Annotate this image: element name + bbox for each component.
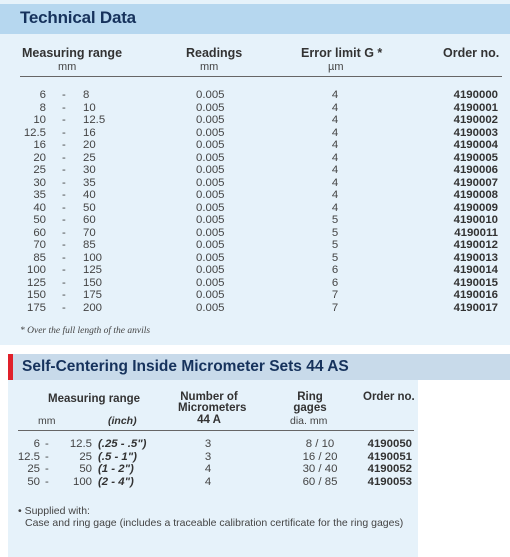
sets-header-divider xyxy=(18,430,414,431)
range-dash: - xyxy=(62,189,66,201)
table-row xyxy=(0,239,510,252)
micrometer-count: 3 xyxy=(204,438,212,450)
range-dash: - xyxy=(45,438,49,450)
range-dash: - xyxy=(62,151,66,164)
error-limit-value: 4 xyxy=(331,189,339,201)
range-low: 150 xyxy=(26,289,46,301)
range-high: 25 xyxy=(79,450,92,463)
sets-col-unit-inch: (inch) xyxy=(108,415,137,427)
technical-data-title: Technical Data xyxy=(20,8,136,27)
error-limit-value: 7 xyxy=(331,289,339,301)
table-row xyxy=(0,476,510,489)
reading-value: 0.005 xyxy=(196,176,225,189)
reading-value: 0.005 xyxy=(196,89,225,101)
sets-col-header-number-line1: Number of xyxy=(180,391,238,403)
range-low: 175 xyxy=(26,301,46,314)
sets-header-accent xyxy=(8,354,13,380)
order-number: 4190008 xyxy=(453,189,498,201)
error-limit-value: 6 xyxy=(331,276,339,289)
order-number: 4190001 xyxy=(453,101,498,114)
error-limit-value: 5 xyxy=(331,214,339,226)
table-row xyxy=(0,189,510,202)
range-high: 150 xyxy=(83,276,103,289)
order-number: 4190014 xyxy=(453,264,498,276)
order-number: 4190015 xyxy=(453,276,498,289)
range-dash: - xyxy=(62,126,66,139)
order-number: 4190017 xyxy=(453,301,498,314)
sets-col-header-ring-line1: Ring xyxy=(297,391,323,403)
order-number: 4190050 xyxy=(367,438,412,450)
range-low: 85 xyxy=(33,251,46,264)
table-row xyxy=(0,252,510,265)
micrometer-count: 4 xyxy=(204,475,212,488)
sets-note-line2: Case and ring gage (includes a traceable calibration certificate for the ring gages) xyxy=(25,517,404,529)
range-dash: - xyxy=(62,114,66,126)
col-unit-error: µm xyxy=(328,61,344,73)
range-low: 20 xyxy=(33,151,46,164)
reading-value: 0.005 xyxy=(196,214,225,226)
range-inch: (.25 - .5") xyxy=(98,438,147,450)
order-number: 4190051 xyxy=(367,450,412,463)
table-row xyxy=(0,114,510,127)
table-row xyxy=(0,289,510,302)
table-row xyxy=(0,227,510,240)
error-limit-value: 4 xyxy=(331,89,339,101)
order-number: 4190005 xyxy=(453,151,498,164)
range-inch: (.5 - 1") xyxy=(98,450,137,463)
order-number: 4190000 xyxy=(453,89,498,101)
range-high: 125 xyxy=(83,264,103,276)
ring-gage-diameters: 30 / 40 xyxy=(302,463,338,475)
range-dash: - xyxy=(62,89,66,101)
range-low: 25 xyxy=(33,164,46,176)
table-row xyxy=(0,102,510,115)
order-number: 4190013 xyxy=(453,251,498,264)
reading-value: 0.005 xyxy=(196,301,225,314)
range-high: 16 xyxy=(83,126,96,139)
order-number: 4190010 xyxy=(453,214,498,226)
range-high: 20 xyxy=(83,139,96,151)
sets-col-unit-mm: mm xyxy=(38,415,56,427)
micrometer-count: 4 xyxy=(204,463,212,475)
range-low: 40 xyxy=(33,201,46,214)
range-low: 50 xyxy=(33,214,46,226)
range-high: 25 xyxy=(83,151,96,164)
col-unit-readings: mm xyxy=(200,61,219,73)
error-limit-value: 4 xyxy=(331,164,339,176)
sets-note-line1: • Supplied with: xyxy=(18,505,90,517)
range-dash: - xyxy=(62,301,66,314)
range-low: 16 xyxy=(33,139,46,151)
range-low: 12.5 xyxy=(23,126,46,139)
range-high: 35 xyxy=(83,176,96,189)
range-high: 175 xyxy=(83,289,103,301)
col-unit-range: mm xyxy=(58,61,77,73)
order-number: 4190016 xyxy=(453,289,498,301)
table-row xyxy=(0,89,510,102)
col-header-error-limit: Error limit G * xyxy=(301,46,383,60)
table-row xyxy=(0,302,510,315)
error-limit-value: 6 xyxy=(331,264,339,276)
range-dash: - xyxy=(62,176,66,189)
range-dash: - xyxy=(62,264,66,276)
range-high: 12.5 xyxy=(83,114,106,126)
reading-value: 0.005 xyxy=(196,164,225,176)
order-number: 4190004 xyxy=(453,139,498,151)
range-dash: - xyxy=(62,251,66,264)
ring-gage-diameters: 8 / 10 xyxy=(305,438,335,450)
reading-value: 0.005 xyxy=(196,289,225,301)
range-dash: - xyxy=(45,475,49,488)
range-inch: (1 - 2") xyxy=(98,463,134,475)
range-dash: - xyxy=(62,139,66,151)
sets-title: Self-Centering Inside Micrometer Sets 44 AS xyxy=(22,358,349,375)
table-row xyxy=(0,451,510,464)
range-high: 40 xyxy=(83,189,96,201)
reading-value: 0.005 xyxy=(196,151,225,164)
error-limit-value: 4 xyxy=(331,101,339,114)
error-limit-value: 4 xyxy=(331,176,339,189)
range-dash: - xyxy=(45,463,49,475)
table-row xyxy=(0,463,510,476)
range-high: 70 xyxy=(83,226,96,239)
reading-value: 0.005 xyxy=(196,114,225,126)
range-dash: - xyxy=(62,276,66,289)
range-high: 200 xyxy=(83,301,103,314)
table-row xyxy=(0,264,510,277)
table-row xyxy=(0,127,510,140)
order-number: 4190011 xyxy=(454,226,498,239)
range-high: 12.5 xyxy=(69,438,92,450)
reading-value: 0.005 xyxy=(196,239,225,251)
error-limit-value: 7 xyxy=(331,301,339,314)
order-number: 4190009 xyxy=(453,201,498,214)
ring-gage-diameters: 16 / 20 xyxy=(302,450,338,463)
error-limit-value: 4 xyxy=(331,151,339,164)
range-low: 125 xyxy=(26,276,46,289)
range-low: 6 xyxy=(33,438,40,450)
sets-col-header-number-line2: Micrometers xyxy=(178,402,247,414)
range-low: 70 xyxy=(33,239,46,251)
order-number: 4190012 xyxy=(453,239,498,251)
range-dash: - xyxy=(62,239,66,251)
col-header-readings: Readings xyxy=(186,46,243,60)
reading-value: 0.005 xyxy=(196,276,225,289)
sets-notes xyxy=(18,505,403,529)
range-low: 35 xyxy=(33,189,46,201)
range-low: 8 xyxy=(39,101,46,114)
reading-value: 0.005 xyxy=(196,126,225,139)
reading-value: 0.005 xyxy=(196,251,225,264)
range-dash: - xyxy=(62,201,66,214)
range-high: 100 xyxy=(72,475,92,488)
table-row xyxy=(0,164,510,177)
error-limit-value: 4 xyxy=(331,126,339,139)
order-number: 4190006 xyxy=(453,164,498,176)
range-low: 6 xyxy=(39,89,46,101)
range-low: 12.5 xyxy=(17,450,40,463)
reading-value: 0.005 xyxy=(196,264,225,276)
sets-col-unit-ring: dia. mm xyxy=(290,415,328,427)
range-high: 100 xyxy=(83,251,103,264)
range-low: 50 xyxy=(27,475,40,488)
table-row xyxy=(0,277,510,290)
range-dash: - xyxy=(62,214,66,226)
sets-col-header-number-line3: 44 A xyxy=(197,414,221,426)
error-limit-value: 5 xyxy=(331,239,339,251)
order-number: 4190007 xyxy=(453,176,498,189)
range-low: 10 xyxy=(33,114,46,126)
table-row xyxy=(0,152,510,165)
sets-col-header-order-no: Order no. xyxy=(363,391,415,403)
range-low: 60 xyxy=(33,226,46,239)
table-row xyxy=(0,214,510,227)
order-number: 4190003 xyxy=(453,126,498,139)
range-high: 30 xyxy=(83,164,96,176)
error-limit-value: 4 xyxy=(331,114,339,126)
range-dash: - xyxy=(62,226,66,239)
range-inch: (2 - 4") xyxy=(98,475,134,488)
error-limit-value: 4 xyxy=(331,139,339,151)
range-high: 60 xyxy=(83,214,96,226)
range-low: 100 xyxy=(26,264,46,276)
col-header-order-no: Order no. xyxy=(443,46,500,60)
range-high: 50 xyxy=(79,463,92,475)
sets-col-header-ring-line2: gages xyxy=(293,402,327,414)
range-high: 10 xyxy=(83,101,96,114)
reading-value: 0.005 xyxy=(196,226,225,239)
sets-col-header-measuring-range: Measuring range xyxy=(48,393,141,405)
error-limit-value: 5 xyxy=(331,251,339,264)
table-row xyxy=(0,202,510,215)
reading-value: 0.005 xyxy=(196,139,225,151)
ring-gage-diameters: 60 / 85 xyxy=(302,475,338,488)
range-high: 85 xyxy=(83,239,96,251)
range-dash: - xyxy=(62,164,66,176)
order-number: 4190053 xyxy=(367,475,412,488)
order-number: 4190052 xyxy=(367,463,412,475)
table-row xyxy=(0,438,510,451)
reading-value: 0.005 xyxy=(196,189,225,201)
range-high: 8 xyxy=(83,89,90,101)
range-low: 25 xyxy=(27,463,40,475)
footnote: * Over the full length of the anvils xyxy=(20,326,151,336)
range-dash: - xyxy=(62,289,66,301)
table-row xyxy=(0,139,510,152)
reading-value: 0.005 xyxy=(196,101,225,114)
range-low: 30 xyxy=(33,176,46,189)
header-divider xyxy=(20,76,502,77)
table-row xyxy=(0,177,510,190)
range-dash: - xyxy=(45,450,49,463)
error-limit-value: 4 xyxy=(331,201,339,214)
range-high: 50 xyxy=(83,201,96,214)
reading-value: 0.005 xyxy=(196,201,225,214)
order-number: 4190002 xyxy=(453,114,498,126)
col-header-measuring-range: Measuring range xyxy=(22,46,123,60)
range-dash: - xyxy=(62,101,66,114)
error-limit-value: 5 xyxy=(331,226,339,239)
micrometer-count: 3 xyxy=(204,450,212,463)
